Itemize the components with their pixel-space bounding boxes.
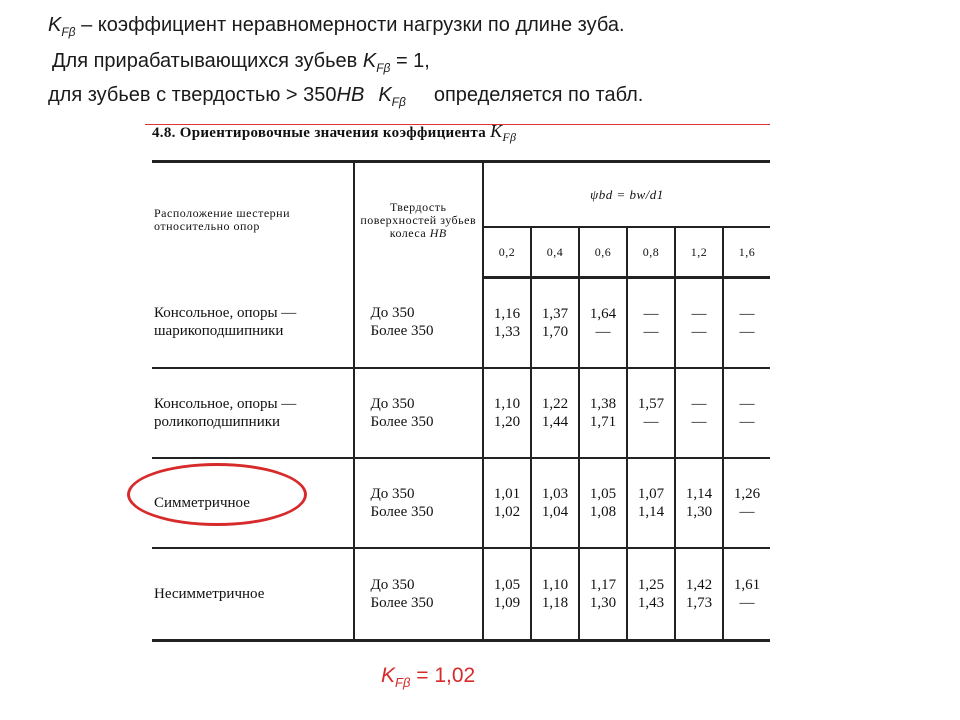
highlight-ellipse bbox=[127, 463, 307, 526]
coefficient-value: 1,30 bbox=[685, 504, 713, 520]
k-symbol: K bbox=[48, 14, 62, 36]
coefficient-value: 1,03 bbox=[541, 486, 569, 502]
coefficient-value: 1,08 bbox=[589, 504, 617, 520]
coefficient-value: 1,04 bbox=[541, 504, 569, 520]
value-cell bbox=[483, 368, 531, 458]
caption-subscript: Fβ bbox=[502, 130, 517, 144]
coefficient-value: 1,64 bbox=[589, 306, 617, 322]
coefficient-value: — bbox=[739, 414, 755, 430]
psi-value: 0,4 bbox=[531, 227, 579, 278]
run-in-suffix: = 1, bbox=[390, 50, 430, 72]
result-symbol: K bbox=[381, 664, 396, 687]
hardness-text: Более 350 bbox=[370, 595, 434, 611]
hardness-text: До 350 bbox=[370, 305, 415, 322]
coefficient-value: — bbox=[739, 595, 755, 611]
run-in-prefix: Для прирабатывающихся зубьев bbox=[52, 50, 363, 72]
table-body bbox=[152, 278, 770, 641]
coefficient-value: 1,25 bbox=[637, 577, 665, 593]
coefficient-value: 1,14 bbox=[637, 504, 665, 520]
k-symbol: K bbox=[378, 84, 392, 106]
value-cell bbox=[579, 368, 627, 458]
value-cell bbox=[531, 278, 579, 369]
value-cell bbox=[579, 458, 627, 548]
coefficient-value: 1,05 bbox=[493, 577, 521, 593]
caption-symbol: K bbox=[490, 121, 503, 141]
coefficient-value: 1,10 bbox=[541, 577, 569, 593]
header-hardness bbox=[354, 162, 483, 278]
psi-value: 1,6 bbox=[723, 227, 770, 278]
value-cell bbox=[627, 548, 675, 641]
coefficient-value: 1,43 bbox=[637, 595, 665, 611]
coefficient-value: — bbox=[691, 324, 707, 340]
value-cell bbox=[675, 278, 723, 369]
header-psi: ψbd = bw/d1 bbox=[483, 162, 770, 228]
caption-text: 4.8. Ориентировочные значения коэффициента bbox=[152, 125, 487, 141]
coefficient-value: 1,20 bbox=[493, 414, 521, 430]
coefficient-value: — bbox=[595, 324, 611, 340]
coefficient-value: 1,14 bbox=[685, 486, 713, 502]
coefficient-value: — bbox=[739, 504, 755, 520]
coefficient-value: — bbox=[643, 414, 659, 430]
hard-teeth-line bbox=[48, 84, 643, 109]
coefficient-value: 1,26 bbox=[733, 486, 761, 502]
hardness-text: Более 350 bbox=[370, 504, 434, 520]
coefficient-value: — bbox=[643, 324, 659, 340]
coefficient-value: 1,05 bbox=[589, 486, 617, 502]
hard-prefix: для зубьев с твердостью > 350 bbox=[48, 84, 337, 106]
table-row bbox=[152, 368, 770, 458]
value-cell bbox=[579, 278, 627, 369]
coefficient-value: 1,33 bbox=[493, 324, 521, 340]
hardness-text: До 350 bbox=[370, 577, 415, 593]
arrangement-text: Симметричное bbox=[154, 495, 250, 511]
coefficient-value: — bbox=[739, 396, 755, 412]
coefficient-value: — bbox=[739, 306, 755, 322]
coefficient-table bbox=[152, 160, 770, 642]
coefficient-value: 1,17 bbox=[589, 577, 617, 593]
value-cell bbox=[627, 458, 675, 548]
hardness-text: До 350 bbox=[370, 396, 415, 412]
header-hardness-unit: HB bbox=[429, 225, 447, 240]
coefficient-value: 1,44 bbox=[541, 414, 569, 430]
result-value: = 1,02 bbox=[410, 664, 476, 687]
k-subscript: Fβ bbox=[376, 61, 391, 75]
coefficient-value: 1,70 bbox=[541, 324, 569, 340]
arrangement-text: шарикоподшипники bbox=[154, 323, 284, 340]
hardness-text: Более 350 bbox=[370, 414, 434, 430]
value-cell bbox=[627, 278, 675, 369]
header-hardness-text: Твердость поверхностей зубьев колеса bbox=[360, 199, 477, 240]
definition-text: – коэффициент неравномерности нагрузки по длине зуба. bbox=[75, 14, 625, 36]
arrangement-cell bbox=[152, 548, 354, 641]
coefficient-value: 1,57 bbox=[637, 396, 665, 412]
psi-value: 0,6 bbox=[579, 227, 627, 278]
value-cell bbox=[483, 548, 531, 641]
coefficient-value: 1,61 bbox=[733, 577, 761, 593]
hardness-cell bbox=[354, 548, 483, 641]
hb-unit: HB bbox=[336, 84, 365, 106]
value-cell bbox=[723, 458, 770, 548]
coefficient-value: 1,30 bbox=[589, 595, 617, 611]
run-in-teeth-line bbox=[52, 50, 430, 75]
coefficient-value: — bbox=[643, 306, 659, 322]
value-cell bbox=[627, 368, 675, 458]
result-subscript: Fβ bbox=[395, 675, 411, 691]
hardness-cell bbox=[354, 458, 483, 548]
hardness-text: Более 350 bbox=[370, 323, 434, 340]
value-cell bbox=[483, 278, 531, 369]
coefficient-value: 1,18 bbox=[541, 595, 569, 611]
table-row bbox=[152, 548, 770, 641]
coefficient-value: 1,71 bbox=[589, 414, 617, 430]
coefficient-value: 1,01 bbox=[493, 486, 521, 502]
psi-value: 1,2 bbox=[675, 227, 723, 278]
coefficient-value: — bbox=[691, 396, 707, 412]
psi-value: 0,2 bbox=[483, 227, 531, 278]
arrangement-cell bbox=[152, 368, 354, 458]
value-cell bbox=[723, 368, 770, 458]
value-cell bbox=[579, 548, 627, 641]
value-cell bbox=[675, 458, 723, 548]
coefficient-value: 1,22 bbox=[541, 396, 569, 412]
arrangement-text: Консольное, опоры — bbox=[154, 305, 297, 322]
header-arrangement: Расположение шестерни относительно опор bbox=[152, 162, 354, 278]
hard-suffix: определяется по табл. bbox=[433, 84, 644, 106]
k-subscript: Fβ bbox=[61, 25, 76, 39]
value-cell bbox=[675, 368, 723, 458]
psi-value: 0,8 bbox=[627, 227, 675, 278]
hardness-cell bbox=[354, 368, 483, 458]
table-caption bbox=[152, 121, 770, 145]
value-cell bbox=[483, 458, 531, 548]
arrangement-cell bbox=[152, 278, 354, 369]
arrangement-text: Несимметричное bbox=[154, 586, 265, 602]
arrangement-text: роликоподшипники bbox=[154, 414, 281, 430]
coefficient-value: 1,38 bbox=[589, 396, 617, 412]
coefficient-value: 1,16 bbox=[493, 306, 521, 322]
value-cell bbox=[675, 548, 723, 641]
coefficient-value: 1,42 bbox=[685, 577, 713, 593]
coefficient-value: — bbox=[691, 414, 707, 430]
table-row bbox=[152, 278, 770, 369]
value-cell bbox=[723, 548, 770, 641]
arrangement-text: Консольное, опоры — bbox=[154, 396, 297, 412]
hardness-text: До 350 bbox=[370, 486, 415, 502]
coefficient-value: 1,09 bbox=[493, 595, 521, 611]
coefficient-value: 1,73 bbox=[685, 595, 713, 611]
value-cell bbox=[531, 368, 579, 458]
hardness-cell bbox=[354, 278, 483, 369]
k-symbol: K bbox=[362, 50, 377, 72]
coefficient-value: 1,02 bbox=[493, 504, 521, 520]
definition-line bbox=[48, 14, 625, 39]
coefficient-value: 1,10 bbox=[493, 396, 521, 412]
value-cell bbox=[531, 458, 579, 548]
coefficient-value: — bbox=[739, 324, 755, 340]
value-cell bbox=[723, 278, 770, 369]
coefficient-value: — bbox=[691, 306, 707, 322]
coefficient-value: 1,07 bbox=[637, 486, 665, 502]
k-subscript: Fβ bbox=[391, 95, 406, 109]
coefficient-value: 1,37 bbox=[541, 306, 569, 322]
value-cell bbox=[531, 548, 579, 641]
result-line bbox=[381, 664, 475, 690]
